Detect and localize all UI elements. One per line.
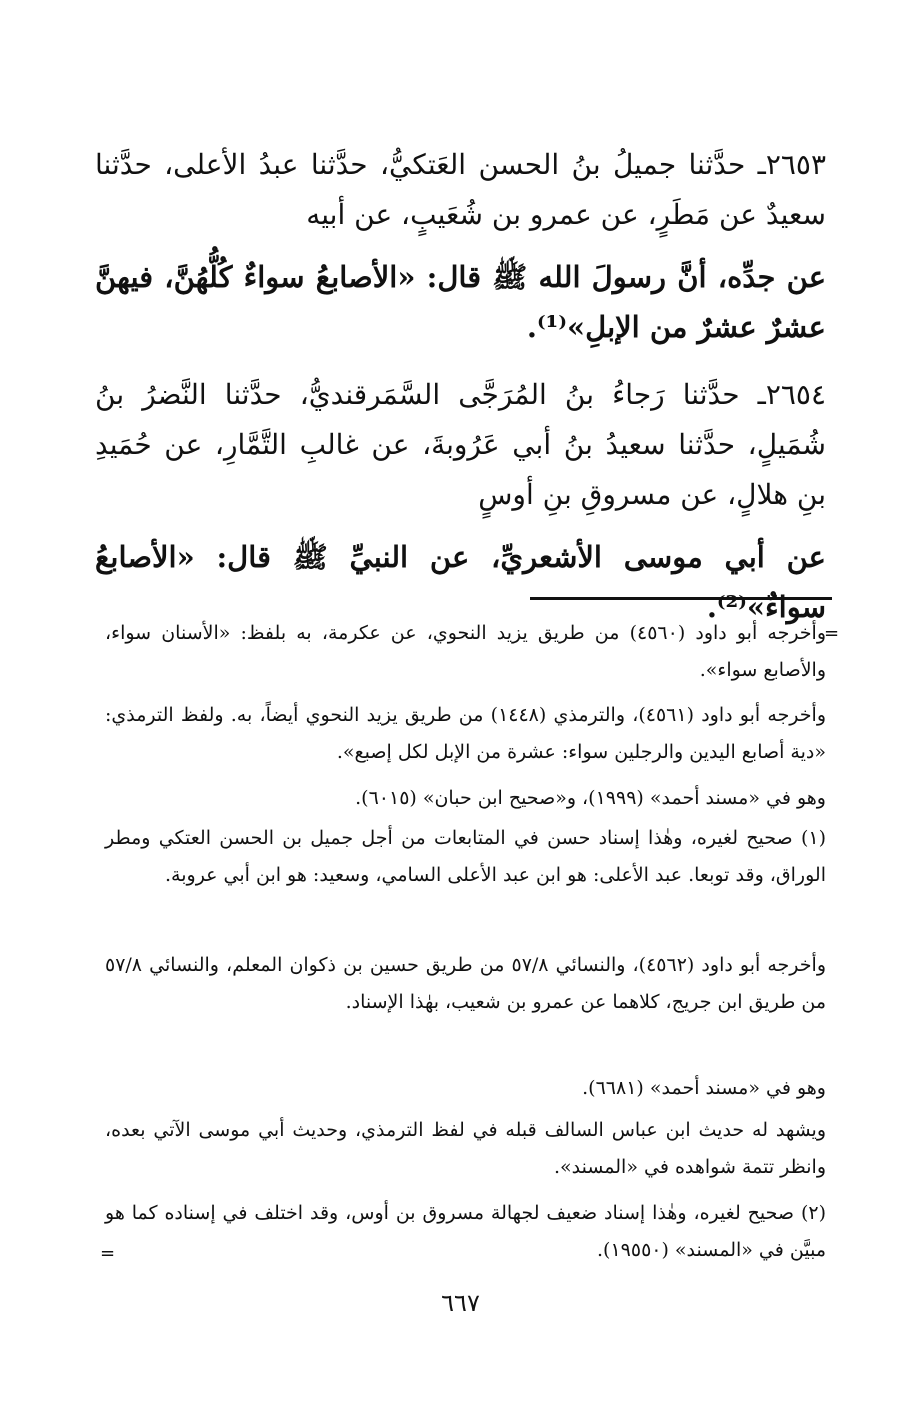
footnote-shawahid: ويشهد له حديث ابن عباس السالف قبله في لفظ الترمذي، وحديث أبي موسى الآتي بعده، وانظر تتمة شواهده في «المسند». — [105, 1119, 826, 1178]
footnote-divider — [530, 597, 832, 600]
continuation-mark-bottom: = — [100, 1243, 116, 1264]
footnote-musnad-1999: وهو في «مسند أحمد» (١٩٩٩)، و«صحيح ابن حبان» (٦٠١٥). — [355, 787, 826, 809]
hadith-2653-isnad: ٢٦٥٣ـ حدَّثنا جميلُ بنُ الحسن العَتكيُّ، حدَّثنا عبدُ الأعلى، حدَّثنا سعيدٌ عن مَطَرٍ، عن عمرو بن شُعَيبٍ، عن أبيه — [95, 148, 826, 231]
footnote-abudawud-4561: وأخرجه أبو داود (٤٥٦١)، والترمذي (١٤٤٨) من طريق يزيد النحوي أيضاً، به. ولفظ الترمذي: «دية أصابع اليدين والرجلين سواء: عشرة من الإبل لكل إصبع». — [105, 704, 826, 763]
footnote-2: (٢) صحيح لغيره، وهٰذا إسناد ضعيف لجهالة مسروق بن أوس، وقد اختلف في إسناده كما هو مبيَّن في «المسند» (١٩٥٥٠). — [105, 1202, 826, 1261]
continuation-mark-top: = — [824, 623, 840, 644]
footnote-1: (١) صحيح لغيره، وهٰذا إسناد حسن في المتابعات من أجل جميل بن الحسن العتكي ومطر الوراق، وقد توبعا. عبد الأعلى: هو ابن عبد الأعلى السامي، وسعيد: هو ابن أبي عروبة. — [105, 827, 826, 886]
page-number: ٦٦٧ — [441, 1289, 480, 1317]
hadith-2653-matn: عن جدِّه، أنَّ رسولَ الله ﷺ قال: «الأصابعُ سواءٌ كُلُّهُنَّ، فيهنَّ عشرٌ عشرٌ من الإبلِ»⁽¹⁾. — [95, 260, 826, 344]
footnote-musnad-6681: وهو في «مسند أحمد» (٦٦٨١). — [582, 1077, 826, 1099]
footnote-abudawud-4562: وأخرجه أبو داود (٤٥٦٢)، والنسائي ٥٧/٨ من طريق حسين بن ذكوان المعلم، والنسائي ٥٧/٨ من طريق ابن جريج، كلاهما عن عمرو بن شعيب، بهٰذا الإسناد. — [105, 954, 826, 1013]
footnote-abudawud-4560: وأخرجه أبو داود (٤٥٦٠) من طريق يزيد النحوي، عن عكرمة، به بلفظ: «الأسنان سواء، والأصابع سواء». — [105, 622, 827, 681]
hadith-2654-matn: عن أبي موسى الأشعريِّ، عن النبيِّ ﷺ قال: «الأصابعُ سواءٌ»⁽²⁾. — [95, 540, 826, 624]
hadith-2654-isnad: ٢٦٥٤ـ حدَّثنا رَجاءُ بنُ المُرَجَّى السَّمَرقنديُّ، حدَّثنا النَّضرُ بنُ شُمَيلٍ، حدَّثنا سعيدُ بنُ أبي عَرُوبةَ، عن غالبِ التَّمَّارِ، عن حُمَيدِ بنِ هلالٍ، عن مسروقِ بنِ أوسٍ — [95, 378, 826, 511]
